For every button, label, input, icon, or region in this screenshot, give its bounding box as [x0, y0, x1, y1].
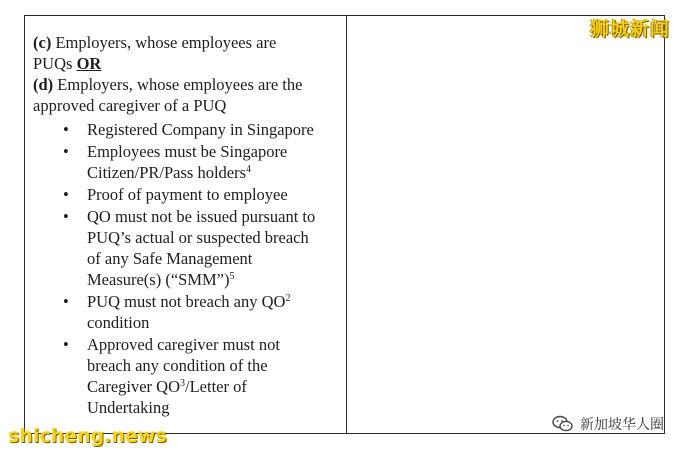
- watermark-bottom-right: [552, 414, 664, 434]
- list-item-text: Undertaking: [87, 398, 170, 417]
- requirements-list: [33, 119, 346, 418]
- list-item-text: Registered Company in Singapore: [87, 120, 314, 139]
- list-item-text: /Letter of: [185, 377, 247, 396]
- paragraph-c: [33, 32, 346, 53]
- list-item-text: Employees must be Singapore: [87, 142, 288, 161]
- footnote-ref: 2: [285, 293, 291, 304]
- para-c-label: (c): [33, 33, 52, 52]
- list-item-text: PUQ must not breach any QO: [87, 292, 286, 311]
- table-cell-empty: [347, 16, 664, 433]
- bullet-icon: •: [63, 292, 69, 311]
- bullet-icon: •: [63, 185, 69, 204]
- paragraph-c-line2: [33, 53, 346, 74]
- footnote-ref: 4: [246, 164, 252, 175]
- bullet-icon: •: [63, 142, 69, 161]
- requirements-table: [24, 15, 665, 434]
- list-item-text: breach any condition of the: [87, 356, 268, 375]
- para-c-text-line2: PUQs: [33, 54, 77, 73]
- or-keyword: OR: [76, 54, 102, 73]
- list-item-puq-qo-condition: [33, 291, 346, 333]
- list-item-text: PUQ’s actual or suspected breach: [87, 228, 309, 247]
- list-item-text: condition: [87, 313, 150, 332]
- list-item-text: of any Safe Management: [87, 249, 253, 268]
- paragraph-d: [33, 74, 346, 95]
- list-item-employees-citizenship: [33, 141, 346, 183]
- list-item-text: Measure(s) (“SMM”): [87, 270, 230, 289]
- footnote-ref: 3: [180, 378, 186, 389]
- paragraph-d-line2: [33, 95, 346, 116]
- list-item-text: Approved caregiver must not: [87, 335, 280, 354]
- para-d-label: (d): [33, 75, 54, 94]
- para-d-text-line1: Employers, whose employees are the: [53, 75, 303, 94]
- list-item-text: Citizen/PR/Pass holders: [87, 163, 247, 182]
- footnote-ref: 5: [229, 271, 235, 282]
- list-item-text: Proof of payment to employee: [87, 185, 288, 204]
- table-cell-criteria: [25, 16, 347, 433]
- wechat-icon: [552, 415, 574, 433]
- list-item-qo-not-issued: [33, 206, 346, 290]
- bullet-icon: •: [63, 120, 69, 139]
- list-item-registered-company: [33, 119, 346, 140]
- list-item-text: QO must not be issued pursuant to: [87, 207, 316, 226]
- list-item-approved-caregiver: [33, 334, 346, 418]
- watermark-account-name: 新加坡华人圈: [580, 417, 664, 433]
- watermark-bottom-left: shicheng.news: [8, 425, 167, 447]
- bullet-icon: •: [63, 335, 69, 354]
- list-item-proof-of-payment: [33, 184, 346, 205]
- para-c-text-line1: Employers, whose employees are: [51, 33, 277, 52]
- bullet-icon: •: [63, 207, 69, 226]
- watermark-top-right: 狮城新闻: [589, 18, 670, 40]
- para-d-text-line2: approved caregiver of a PUQ: [33, 96, 227, 115]
- list-item-text: Caregiver QO: [87, 377, 181, 396]
